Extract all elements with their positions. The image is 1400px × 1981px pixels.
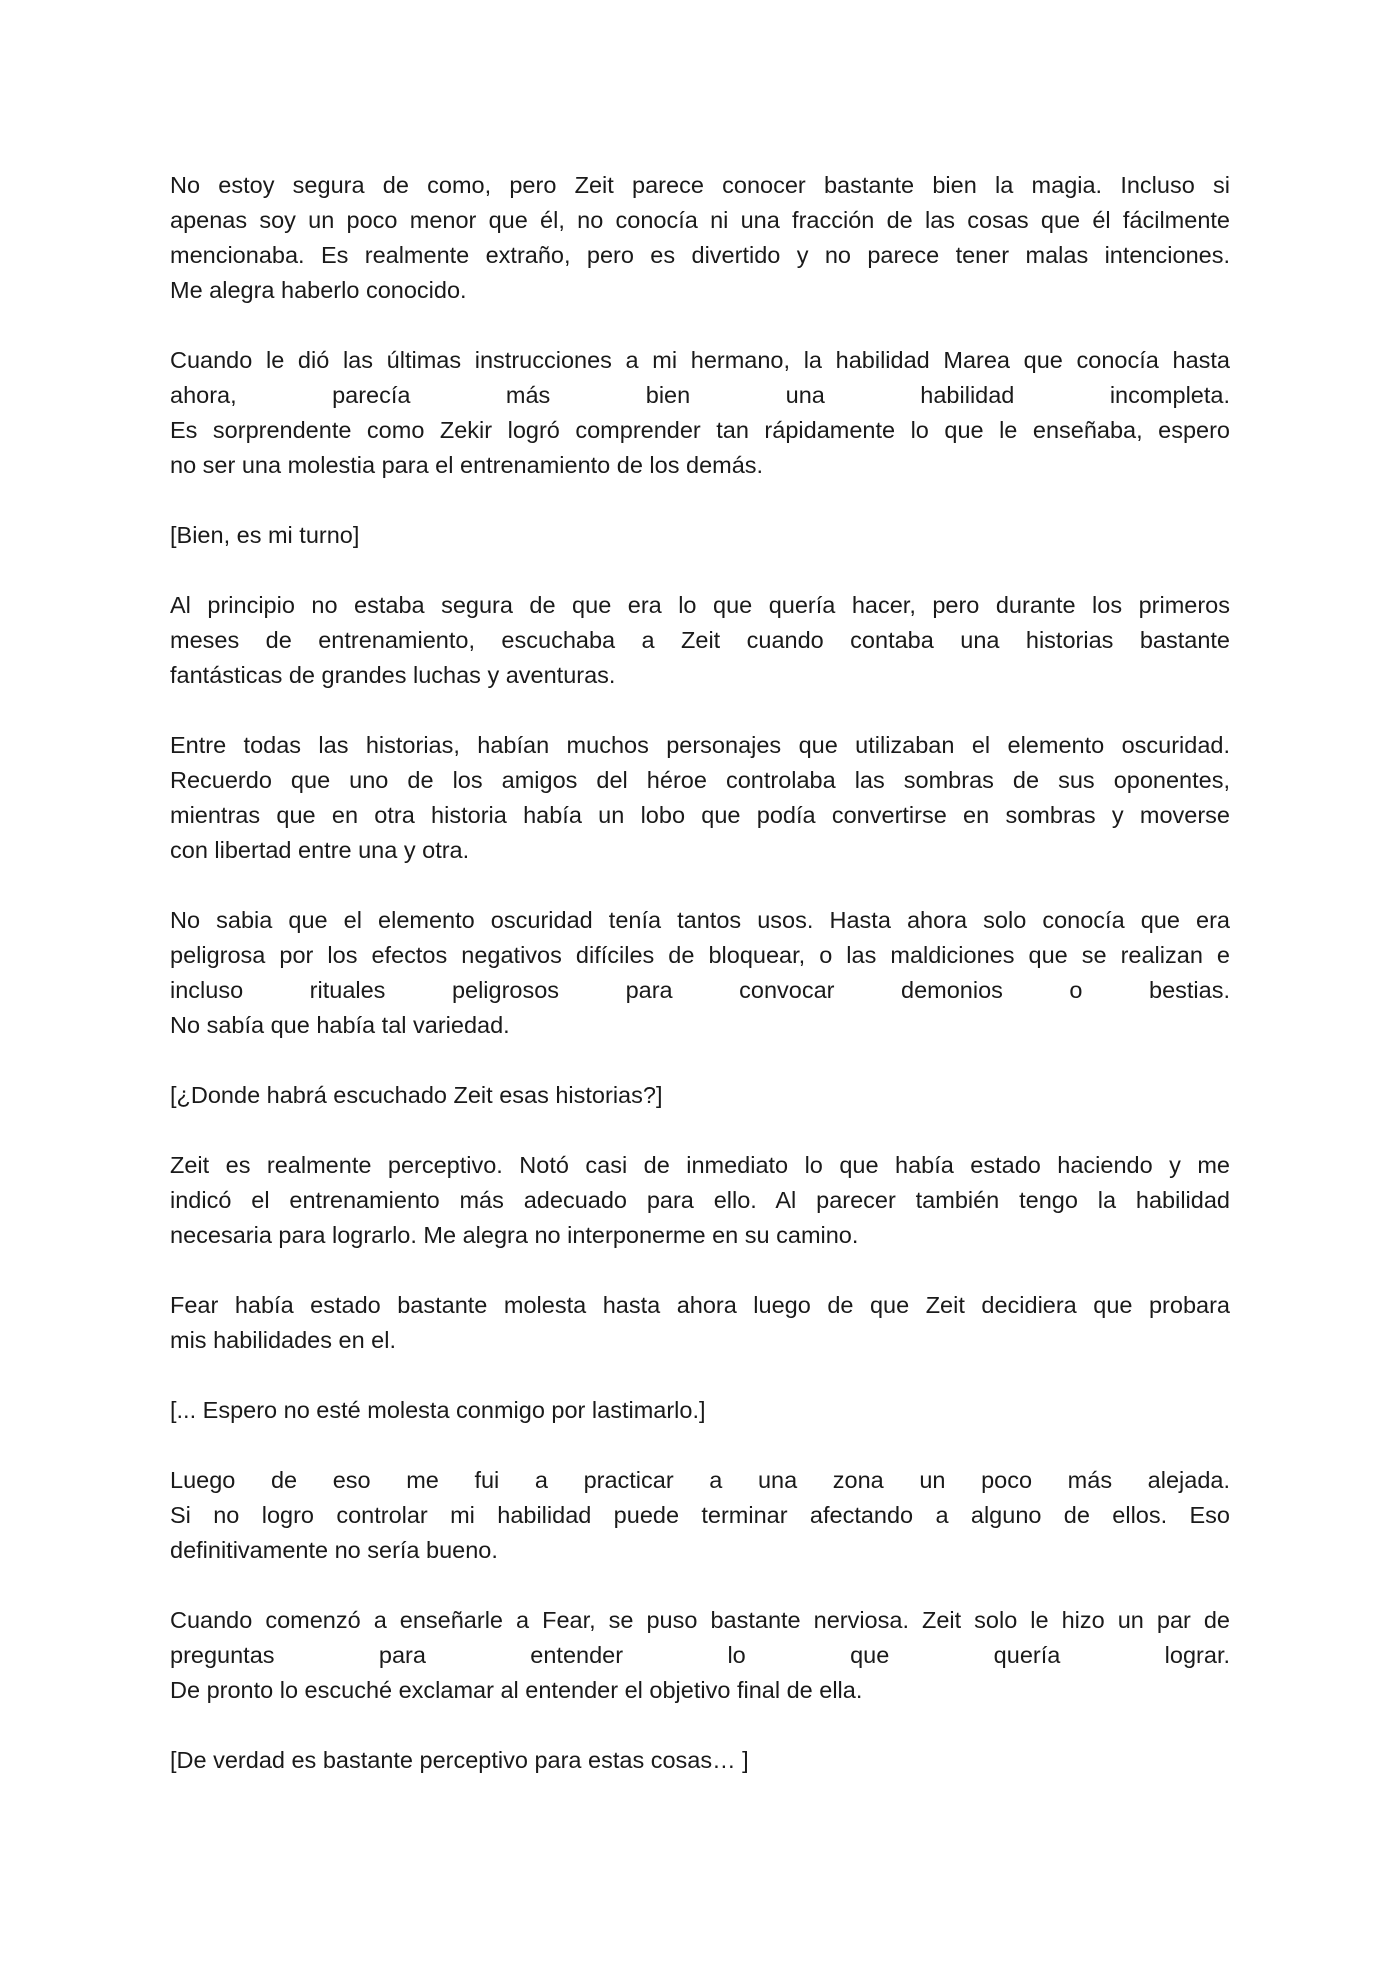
paragraph bbox=[170, 1463, 1230, 1568]
paragraph bbox=[170, 168, 1230, 308]
text-line: [... Espero no esté molesta conmigo por lastimarlo.] bbox=[170, 1397, 706, 1423]
paragraph bbox=[170, 1078, 1230, 1113]
text-line: ahora, parecía más bien una habilidad incompleta. bbox=[170, 382, 1230, 408]
paragraph bbox=[170, 1603, 1230, 1708]
text-line: preguntas para entender lo que quería lograr. bbox=[170, 1642, 1230, 1668]
text-line: De pronto lo escuché exclamar al entender el objetivo final de ella. bbox=[170, 1677, 863, 1703]
text-line: fantásticas de grandes luchas y aventuras. bbox=[170, 662, 616, 688]
paragraph bbox=[170, 588, 1230, 693]
text-line: con libertad entre una y otra. bbox=[170, 837, 470, 863]
paragraph bbox=[170, 1743, 1230, 1778]
text-line: incluso rituales peligrosos para convocar demonios o bestias. bbox=[170, 977, 1230, 1003]
text-line: Cuando comenzó a enseñarle a Fear, se puso bastante nerviosa. Zeit solo le hizo un par de bbox=[170, 1607, 1230, 1633]
text-line: Fear había estado bastante molesta hasta ahora luego de que Zeit decidiera que probara bbox=[170, 1292, 1230, 1318]
text-line: no ser una molestia para el entrenamiento de los demás. bbox=[170, 452, 764, 478]
paragraph bbox=[170, 1288, 1230, 1358]
paragraph bbox=[170, 343, 1230, 483]
paragraph bbox=[170, 1148, 1230, 1253]
text-line: mientras que en otra historia había un lobo que podía convertirse en sombras y moverse bbox=[170, 802, 1230, 828]
text-line: peligrosa por los efectos negativos difíciles de bloquear, o las maldiciones que se realizan e bbox=[170, 942, 1230, 968]
text-line: [Bien, es mi turno] bbox=[170, 522, 360, 548]
text-line: Es sorprendente como Zekir logró comprender tan rápidamente lo que le enseñaba, espero bbox=[170, 417, 1230, 443]
paragraph bbox=[170, 518, 1230, 553]
text-line: mis habilidades en el. bbox=[170, 1327, 396, 1353]
text-line: Recuerdo que uno de los amigos del héroe controlaba las sombras de sus oponentes, bbox=[170, 767, 1230, 793]
document-body bbox=[170, 168, 1230, 1813]
text-line: necesaria para lograrlo. Me alegra no interponerme en su camino. bbox=[170, 1222, 859, 1248]
text-line: mencionaba. Es realmente extraño, pero es divertido y no parece tener malas intenciones. bbox=[170, 242, 1230, 268]
text-line: Cuando le dió las últimas instrucciones a mi hermano, la habilidad Marea que conocía hasta bbox=[170, 347, 1230, 373]
text-line: Si no logro controlar mi habilidad puede terminar afectando a alguno de ellos. Eso bbox=[170, 1502, 1230, 1528]
paragraph bbox=[170, 1393, 1230, 1428]
text-line: [¿Donde habrá escuchado Zeit esas historias?] bbox=[170, 1082, 663, 1108]
text-line: [De verdad es bastante perceptivo para estas cosas… ] bbox=[170, 1747, 749, 1773]
text-line: No sabia que el elemento oscuridad tenía tantos usos. Hasta ahora solo conocía que era bbox=[170, 907, 1230, 933]
text-line: No estoy segura de como, pero Zeit parece conocer bastante bien la magia. Incluso si bbox=[170, 172, 1230, 198]
text-line: meses de entrenamiento, escuchaba a Zeit cuando contaba una historias bastante bbox=[170, 627, 1230, 653]
text-line: Entre todas las historias, habían muchos personajes que utilizaban el elemento oscuridad. bbox=[170, 732, 1230, 758]
text-line: Luego de eso me fui a practicar a una zona un poco más alejada. bbox=[170, 1467, 1230, 1493]
paragraph bbox=[170, 903, 1230, 1043]
text-line: Zeit es realmente perceptivo. Notó casi de inmediato lo que había estado haciendo y me bbox=[170, 1152, 1230, 1178]
text-line: No sabía que había tal variedad. bbox=[170, 1012, 510, 1038]
text-line: Al principio no estaba segura de que era lo que quería hacer, pero durante los primeros bbox=[170, 592, 1230, 618]
text-line: definitivamente no sería bueno. bbox=[170, 1537, 498, 1563]
text-line: apenas soy un poco menor que él, no conocía ni una fracción de las cosas que él fácilmente bbox=[170, 207, 1230, 233]
paragraph bbox=[170, 728, 1230, 868]
text-line: Me alegra haberlo conocido. bbox=[170, 277, 467, 303]
text-line: indicó el entrenamiento más adecuado para ello. Al parecer también tengo la habilidad bbox=[170, 1187, 1230, 1213]
